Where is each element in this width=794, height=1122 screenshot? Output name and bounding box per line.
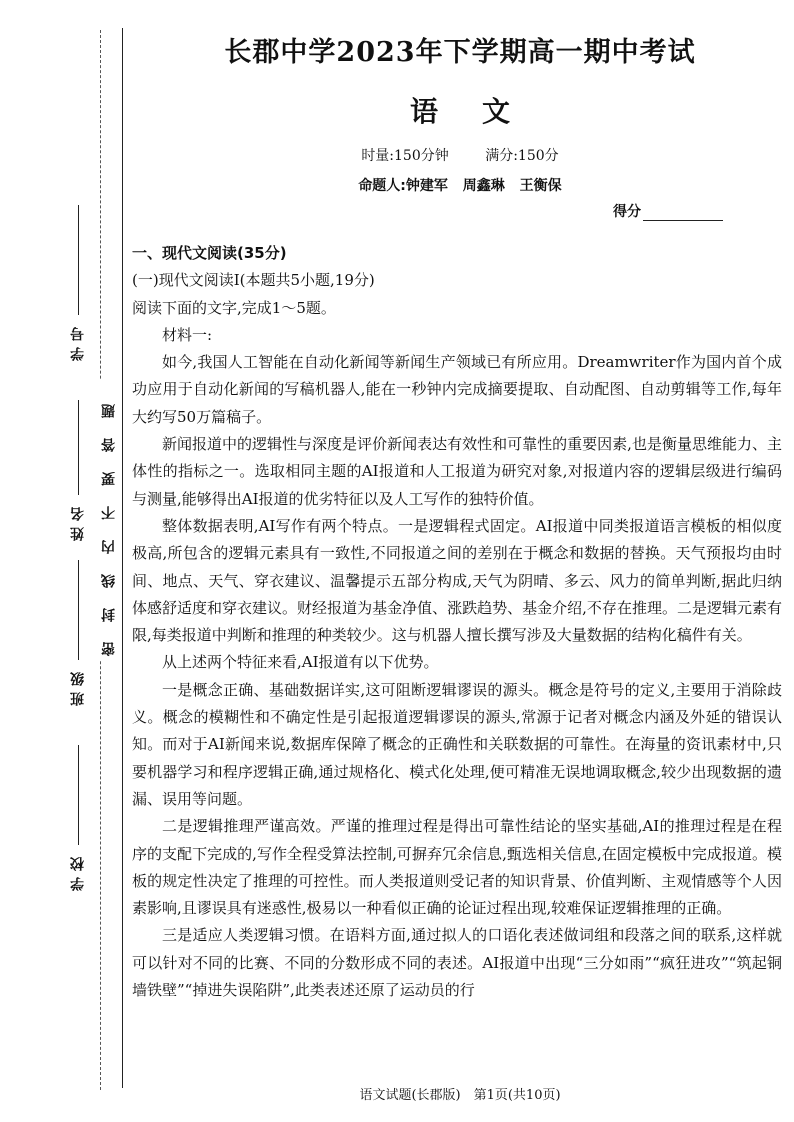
class-field[interactable] — [58, 560, 98, 706]
paragraph: 新闻报道中的逻辑性与深度是评价新闻表达有效性和可靠性的重要因素,也是衡量思维能力、主体性的指标之一。选取相同主题的AI报道和人工报道为研究对象,对报道内容的逻辑层级进行编码与测量,能够得出AI报道的优劣特征以及人工写作的独特价值。 — [132, 435, 782, 508]
student-number-field[interactable] — [58, 205, 98, 361]
full-score: 满分:150分 — [485, 148, 559, 164]
paragraph: 整体数据表明,AI写作有两个特点。一是逻辑程式固定。AI报道中同类报道语言模板的相似度极高,所包含的逻辑元素具有一致性,不同报道之间的差别在于概念和数据的替换。天气预报均由时间、地点、天气、穿衣建议、温馨提示五部分构成,天气为阴晴、多云、风力的简单判断,据此归纳体感舒适度和穿衣建议。财经报道为基金净值、涨跌趋势、基金介绍,不存在推理。二是逻辑元素有限,每类报道中判断和推理的种类较少。这与机器人擅长撰写涉及大量数据的结构化稿件有关。 — [132, 516, 782, 645]
school-label: 学校 — [70, 851, 86, 891]
subsection-heading: (一)现代文阅读Ⅰ(本题共5小题,19分) — [132, 271, 375, 290]
reading-content — [132, 240, 782, 1004]
class-blank[interactable] — [78, 560, 79, 660]
author-3: 王衡保 — [519, 178, 562, 194]
paragraph: 从上述两个特征来看,AI报道有以下优势。 — [162, 653, 439, 672]
page-footer: 语文试题(长郡版) 第1页(共10页) — [359, 1088, 561, 1103]
score-field[interactable] — [613, 201, 723, 221]
subject-title — [140, 90, 780, 130]
school-blank[interactable] — [78, 745, 79, 845]
name-label: 姓名 — [70, 501, 86, 541]
time-limit: 时量:150分钟 — [361, 148, 449, 164]
paragraph: 一是概念正确、基础数据详实,这可阻断逻辑谬误的源头。概念是符号的定义,主要用于消除歧义。概念的模糊性和不确定性是引起报道逻辑谬误的源头,常源于记者对概念内涵及外延的错误认知。而对于AI新闻来说,数据库保障了概念的正确性和关联数据的可靠性。在海量的资讯素材中,只要机器学习和程序逻辑正确,通过规格化、模式化处理,便可精准无误地调取概念,较少出现数据的遗漏、误用等问题。 — [132, 680, 782, 808]
paragraph: 三是适应人类逻辑习惯。在语料方面,通过拟人的口语化表述做词组和段落之间的联系,这样就可以针对不同的比赛、不同的分数形成不同的表述。AI报道中出现“三分如雨”“疯狂进攻”“筑起铜墙铁壁”“掉进失误陷阱”,此类表述还原了运动员的行 — [132, 926, 782, 1000]
name-blank[interactable] — [78, 400, 79, 495]
paragraph: 二是逻辑推理严谨高效。严谨的推理过程是得出可靠性结论的坚实基础,AI的推理过程是在程序的支配下完成的,写作全程受算法控制,可摒弃冗余信息,甄选相关信息,在固定模板中完成报道。模板的规定性决定了推理的可控性。而人类报道则受记者的知识背景、价值判断、主观情感等个人因素影响,且谬误具有迷惑性,极易以一种看似正确的论证过程出现,较难保证逻辑推理的正确。 — [132, 817, 782, 918]
class-label: 班级 — [70, 666, 86, 706]
authors-label: 命题人: — [358, 178, 406, 194]
school-field[interactable] — [58, 745, 98, 891]
paragraph: 如今,我国人工智能在自动化新闻等新闻生产领域已有所应用。Dreamwriter作为国内首个成功应用于自动化新闻的写稿机器人,能在一秒钟内完成摘要提取、自动配图、自动剪辑等工作,每年大约写50万篇稿子。 — [132, 353, 782, 426]
instruction: 阅读下面的文字,完成1～5题。 — [132, 298, 336, 317]
exam-meta — [140, 145, 780, 165]
score-label: 得分 — [613, 204, 641, 220]
binding-solid-line — [122, 28, 123, 1088]
score-blank[interactable] — [643, 206, 723, 221]
student-number-blank[interactable] — [78, 205, 79, 315]
student-number-label: 学号 — [70, 321, 86, 361]
name-field[interactable] — [58, 400, 98, 541]
subject-char-2: 文 — [482, 95, 511, 128]
subject-char-1: 语 — [409, 95, 438, 128]
author-1: 钟建军 — [405, 178, 448, 194]
authors-line — [140, 175, 780, 195]
section-heading: 一、现代文阅读(35分) — [132, 244, 287, 262]
exam-title: 长郡中学2023年下学期高一期中考试 — [224, 37, 696, 68]
seal-line-notice: 密封线内不要答题 — [99, 380, 119, 660]
material-label: 材料一: — [162, 325, 213, 344]
author-2: 周鑫琳 — [462, 178, 505, 194]
